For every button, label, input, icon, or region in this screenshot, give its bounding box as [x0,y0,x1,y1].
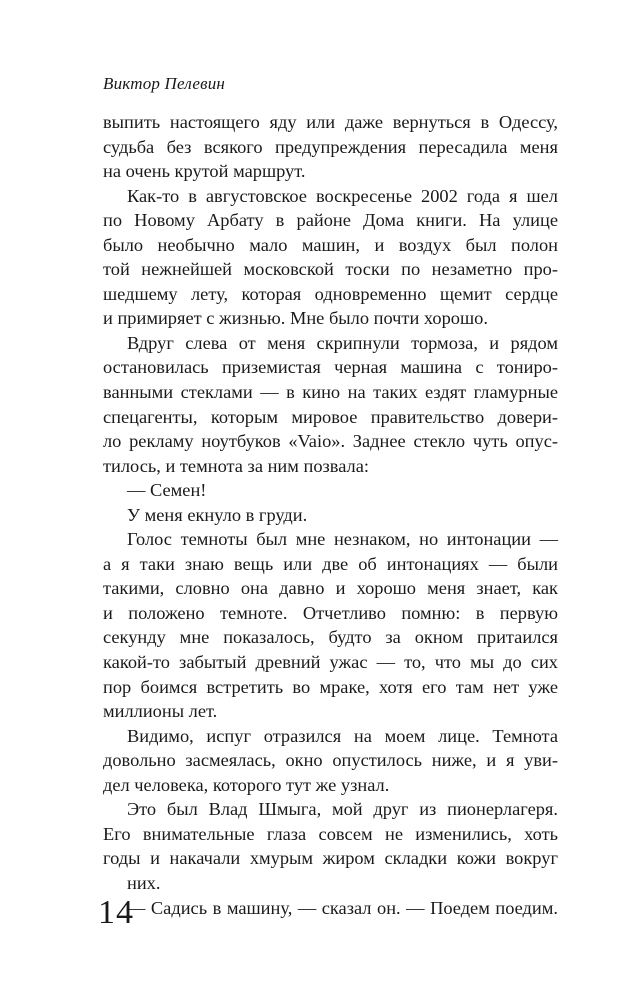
text-line: годы и накачали хмурым жиром складки кожи вокруг [103,848,558,869]
text-line: — Садись в машину, — сказал он. — Поедем поедим. [127,897,558,918]
text-line: У меня екнуло в груди. [127,504,308,525]
text-line: судьба без всякого предупреждения пересадила меня [103,136,558,157]
text-line: и примиряет с жизнью. Мне было почти хорошо. [103,308,488,329]
text-line: такими, словно она давно и хорошо меня знает, как [103,578,558,599]
text-line: по Новому Арбату в районе Дома книги. На улице [103,210,558,231]
text-line: секунду мне показалось, будто за окном притаился [103,627,558,648]
text-line: той нежнейшей московской тоски по незаметно про- [103,259,558,280]
text-line: остановилась приземистая черная машина с тониро- [103,357,558,378]
text-line: ло рекламу ноутбуков «Vaio». Заднее стекло чуть опус- [103,431,558,452]
page-number: 14 [98,894,134,931]
text-line: было необычно мало машин, и воздух был полон [103,234,558,255]
text-line: шедшему лету, которая одновременно щемит сердце [103,283,558,304]
text-line: а я таки знаю вещь или две об интонациях — были [103,553,558,574]
text-line: Его внимательные глаза совсем не изменились, хоть [103,823,558,844]
body-text [103,110,558,920]
text-line: пор боимся встретить во мраке, хотя его там нет уже [103,676,558,697]
text-line: ванными стеклами — в кино на таких ездят гламурные [103,382,558,403]
text-line: и положено темноте. Отчетливо помню: в первую [103,602,558,623]
text-line: них. [127,872,161,893]
text-line: Это был Влад Шмыга, мой друг из пионерлагеря. [127,799,558,820]
running-head: Виктор Пелевин [103,74,226,93]
text-line: выпить настоящего яду или даже вернуться в Одессу, [103,112,558,132]
text-line: — Семен! [127,480,207,501]
text-line: Видимо, испуг отразился на моем лице. Темнота [127,725,558,746]
text-line: Как-то в августовское воскресенье 2002 года я шел [127,185,558,206]
text-line: дел человека, которого тут же узнал. [103,774,390,795]
text-line: спецагенты, которым мировое правительство довери- [103,406,558,427]
text-line: на очень крутой маршрут. [103,161,306,182]
text-line: Вдруг слева от меня скрипнули тормоза, и рядом [127,332,558,353]
text-line: какой-то забытый древний ужас — то, что мы до сих [103,652,558,673]
text-line: миллионы лет. [103,701,218,722]
text-line: довольно засмеялась, окно опустилось ниже, и я уви- [103,750,558,771]
text-line: Голос темноты был мне незнаком, но интонации — [127,529,558,550]
text-line: тилось, и темнота за ним позвала: [103,455,370,476]
